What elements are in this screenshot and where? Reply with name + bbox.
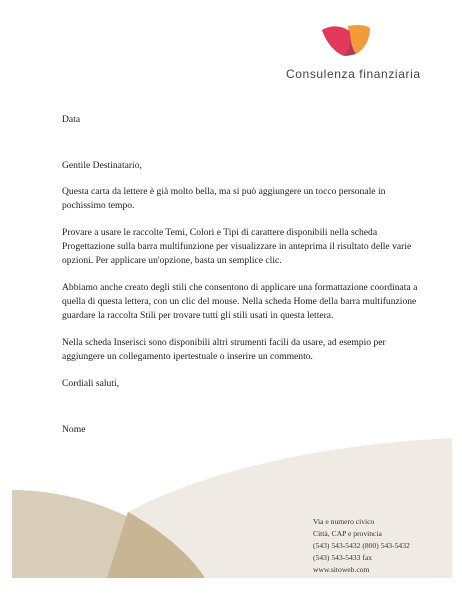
letter-body [62,113,422,437]
letter-closing: Cordiali saluti, [62,378,120,389]
website-link[interactable]: www.sitoweb.com [313,565,370,574]
letter-paragraph: Nella scheda Inserisci sono disponibili altri strumenti facili da usare, ad esempio per aggiungere un collegamento ipertestuale o inserire un commento. [62,337,386,362]
fax-number: (543) 543-5433 fax [313,553,373,562]
address-line-1: Via e numero civico [313,517,375,526]
letter-date: Data [62,114,81,125]
petals-logo-icon [318,22,374,60]
contact-block [313,516,410,576]
letter-greeting: Gentile Destinatario, [62,160,142,171]
letter-paragraph: Provare a usare le raccolte Temi, Colori e Tipi di carattere disponibili nella scheda Progettazione sulla barra multifunzione per visualizzare in anteprima il risultato delle varie opzioni. Per applicare un'opzione, basta un semplice clic. [62,227,412,266]
phone-numbers: (543) 543-5432 (800) 543-5432 [313,541,410,550]
letter-signature: Nome [62,424,86,435]
letter-paragraph: Abbiamo anche creato degli stili che consentono di applicare una formattazione coordinata a quella di questa lettera, con un clic del mouse. Nella scheda Home della barra multifunzione guardare la raccolta Stili per trovare tutti gli stili usati in questa lettera. [62,282,418,321]
address-line-2: Città, CAP e provincia [313,529,382,538]
letter-paragraph: Questa carta da lettere è già molto bella, ma si può aggiungere un tocco personale in pochissimo tempo. [62,186,386,211]
company-name: Consulenza finanziaria [286,67,421,81]
